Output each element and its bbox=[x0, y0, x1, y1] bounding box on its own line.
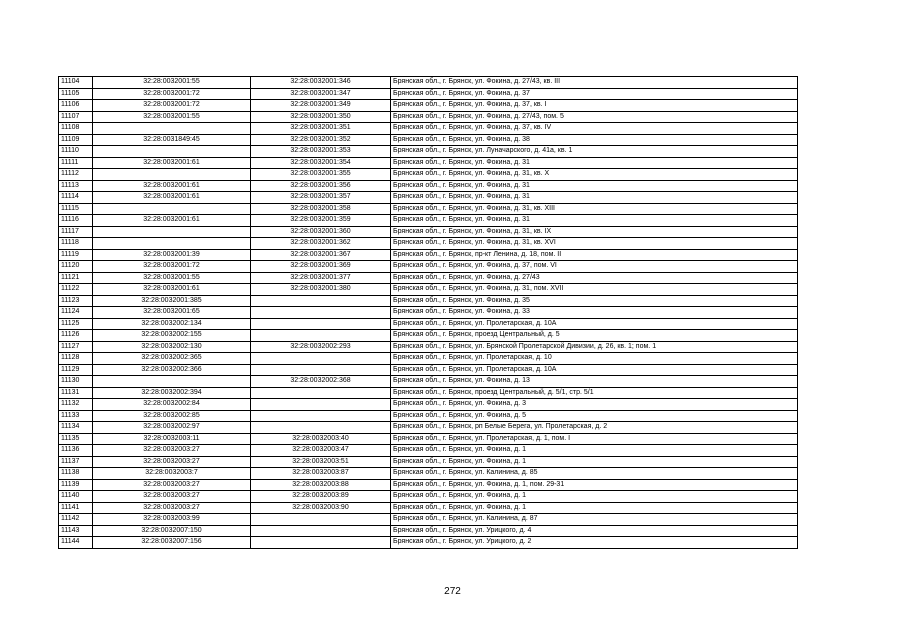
table-row bbox=[59, 146, 798, 158]
table-row bbox=[59, 479, 798, 491]
address-cell: Брянская обл., г. Брянск, ул. Фокина, д. 27/43, кв. III bbox=[391, 77, 798, 89]
parcel-cadastral-number-cell: 32:28:0032002:84 bbox=[93, 399, 251, 411]
object-cadastral-number-cell: 32:28:0032003:89 bbox=[251, 491, 391, 503]
row-number-cell: 11105 bbox=[59, 88, 93, 100]
address-cell: Брянская обл., г. Брянск, ул. Фокина, д. 31, кв. XIII bbox=[391, 203, 798, 215]
address-cell: Брянская обл., г. Брянск, ул. Фокина, д. 35 bbox=[391, 295, 798, 307]
table-row bbox=[59, 238, 798, 250]
table-row bbox=[59, 456, 798, 468]
table-row bbox=[59, 226, 798, 238]
parcel-cadastral-number-cell: 32:28:0032001:72 bbox=[93, 100, 251, 112]
row-number-cell: 11127 bbox=[59, 341, 93, 353]
parcel-cadastral-number-cell: 32:28:0032001:72 bbox=[93, 88, 251, 100]
row-number-cell: 11137 bbox=[59, 456, 93, 468]
table-row bbox=[59, 284, 798, 296]
parcel-cadastral-number-cell bbox=[93, 376, 251, 388]
table-row bbox=[59, 134, 798, 146]
parcel-cadastral-number-cell: 32:28:0032003:99 bbox=[93, 514, 251, 526]
row-number-cell: 11112 bbox=[59, 169, 93, 181]
address-cell: Брянская обл., г. Брянск, ул. Фокина, д. 31, кв. Х bbox=[391, 169, 798, 181]
object-cadastral-number-cell: 32:28:0032003:47 bbox=[251, 445, 391, 457]
row-number-cell: 11128 bbox=[59, 353, 93, 365]
row-number-cell: 11136 bbox=[59, 445, 93, 457]
address-cell: Брянская обл., г. Брянск, ул. Фокина, д. 31 bbox=[391, 192, 798, 204]
parcel-cadastral-number-cell: 32:28:0032002:394 bbox=[93, 387, 251, 399]
address-cell: Брянская обл., г. Брянск, ул. Фокина, д. 37, пом. VI bbox=[391, 261, 798, 273]
row-number-cell: 11139 bbox=[59, 479, 93, 491]
address-cell: Брянская обл., г. Брянск, ул. Фокина, д. 31, кв. XVI bbox=[391, 238, 798, 250]
address-cell: Брянская обл., г. Брянск, проезд Центральный, д. 5 bbox=[391, 330, 798, 342]
row-number-cell: 11122 bbox=[59, 284, 93, 296]
object-cadastral-number-cell bbox=[251, 318, 391, 330]
row-number-cell: 11143 bbox=[59, 525, 93, 537]
parcel-cadastral-number-cell bbox=[93, 226, 251, 238]
object-cadastral-number-cell bbox=[251, 364, 391, 376]
table-row bbox=[59, 318, 798, 330]
address-cell: Брянская обл., г. Брянск, ул. Фокина, д. 38 bbox=[391, 134, 798, 146]
parcel-cadastral-number-cell: 32:28:0032003:27 bbox=[93, 502, 251, 514]
object-cadastral-number-cell: 32:28:0032001:350 bbox=[251, 111, 391, 123]
address-cell: Брянская обл., г. Брянск, ул. Фокина, д. 13 bbox=[391, 376, 798, 388]
table-row bbox=[59, 525, 798, 537]
object-cadastral-number-cell: 32:28:0032003:88 bbox=[251, 479, 391, 491]
table-row bbox=[59, 433, 798, 445]
address-cell: Брянская обл., г. Брянск, ул. Фокина, д. 37, кв. IV bbox=[391, 123, 798, 135]
row-number-cell: 11114 bbox=[59, 192, 93, 204]
object-cadastral-number-cell: 32:28:0032001:377 bbox=[251, 272, 391, 284]
address-cell: Брянская обл., г. Брянск, ул. Фокина, д. 27/43 bbox=[391, 272, 798, 284]
address-cell: Брянская обл., г. Брянск, ул. Фокина, д. 33 bbox=[391, 307, 798, 319]
object-cadastral-number-cell bbox=[251, 525, 391, 537]
parcel-cadastral-number-cell: 32:28:0032001:61 bbox=[93, 284, 251, 296]
property-table bbox=[58, 76, 798, 549]
object-cadastral-number-cell: 32:28:0032003:87 bbox=[251, 468, 391, 480]
row-number-cell: 11133 bbox=[59, 410, 93, 422]
row-number-cell: 11111 bbox=[59, 157, 93, 169]
table-row bbox=[59, 111, 798, 123]
address-cell: Брянская обл., г. Брянск, пр-кт Ленина, д. 18, пом. II bbox=[391, 249, 798, 261]
parcel-cadastral-number-cell: 32:28:0032001:55 bbox=[93, 272, 251, 284]
row-number-cell: 11141 bbox=[59, 502, 93, 514]
object-cadastral-number-cell: 32:28:0032001:353 bbox=[251, 146, 391, 158]
parcel-cadastral-number-cell: 32:28:0032001:72 bbox=[93, 261, 251, 273]
address-cell: Брянская обл., г. Брянск, ул. Фокина, д. 37, кв. I bbox=[391, 100, 798, 112]
table-row bbox=[59, 410, 798, 422]
address-cell: Брянская обл., г. Брянск, ул. Пролетарская, д. 1, пом. I bbox=[391, 433, 798, 445]
object-cadastral-number-cell bbox=[251, 307, 391, 319]
row-number-cell: 11126 bbox=[59, 330, 93, 342]
row-number-cell: 11123 bbox=[59, 295, 93, 307]
object-cadastral-number-cell: 32:28:0032001:347 bbox=[251, 88, 391, 100]
row-number-cell: 11129 bbox=[59, 364, 93, 376]
parcel-cadastral-number-cell: 32:28:0032002:366 bbox=[93, 364, 251, 376]
row-number-cell: 11124 bbox=[59, 307, 93, 319]
row-number-cell: 11106 bbox=[59, 100, 93, 112]
object-cadastral-number-cell bbox=[251, 514, 391, 526]
object-cadastral-number-cell bbox=[251, 353, 391, 365]
object-cadastral-number-cell: 32:28:0032002:293 bbox=[251, 341, 391, 353]
parcel-cadastral-number-cell: 32:28:0032003:7 bbox=[93, 468, 251, 480]
address-cell: Брянская обл., г. Брянск, ул. Фокина, д. 37 bbox=[391, 88, 798, 100]
parcel-cadastral-number-cell bbox=[93, 169, 251, 181]
parcel-cadastral-number-cell: 32:28:0032002:85 bbox=[93, 410, 251, 422]
table-row bbox=[59, 192, 798, 204]
row-number-cell: 11116 bbox=[59, 215, 93, 227]
table-row bbox=[59, 387, 798, 399]
row-number-cell: 11131 bbox=[59, 387, 93, 399]
address-cell: Брянская обл., г. Брянск, ул. Пролетарская, д. 10А bbox=[391, 364, 798, 376]
table-row bbox=[59, 169, 798, 181]
address-cell: Брянская обл., г. Брянск, ул. Фокина, д. 31, кв. IX bbox=[391, 226, 798, 238]
table-row bbox=[59, 295, 798, 307]
table-row bbox=[59, 330, 798, 342]
object-cadastral-number-cell: 32:28:0032001:358 bbox=[251, 203, 391, 215]
parcel-cadastral-number-cell: 32:28:0032002:365 bbox=[93, 353, 251, 365]
row-number-cell: 11142 bbox=[59, 514, 93, 526]
object-cadastral-number-cell: 32:28:0032002:368 bbox=[251, 376, 391, 388]
parcel-cadastral-number-cell: 32:28:0031849:45 bbox=[93, 134, 251, 146]
object-cadastral-number-cell: 32:28:0032001:359 bbox=[251, 215, 391, 227]
address-cell: Брянская обл., г. Брянск, ул. Пролетарская, д. 10 bbox=[391, 353, 798, 365]
parcel-cadastral-number-cell: 32:28:0032001:385 bbox=[93, 295, 251, 307]
address-cell: Брянская обл., г. Брянск, рп Белые Берега, ул. Пролетарская, д. 2 bbox=[391, 422, 798, 434]
row-number-cell: 11135 bbox=[59, 433, 93, 445]
row-number-cell: 11113 bbox=[59, 180, 93, 192]
parcel-cadastral-number-cell: 32:28:0032003:27 bbox=[93, 445, 251, 457]
row-number-cell: 11119 bbox=[59, 249, 93, 261]
address-cell: Брянская обл., г. Брянск, ул. Калинина, д. 87 bbox=[391, 514, 798, 526]
object-cadastral-number-cell: 32:28:0032001:349 bbox=[251, 100, 391, 112]
parcel-cadastral-number-cell bbox=[93, 203, 251, 215]
object-cadastral-number-cell: 32:28:0032001:369 bbox=[251, 261, 391, 273]
parcel-cadastral-number-cell: 32:28:0032001:39 bbox=[93, 249, 251, 261]
table-row bbox=[59, 376, 798, 388]
row-number-cell: 11115 bbox=[59, 203, 93, 215]
address-cell: Брянская обл., г. Брянск, ул. Фокина, д. 1 bbox=[391, 491, 798, 503]
object-cadastral-number-cell bbox=[251, 399, 391, 411]
parcel-cadastral-number-cell: 32:28:0032003:11 bbox=[93, 433, 251, 445]
table-row bbox=[59, 77, 798, 89]
address-cell: Брянская обл., г. Брянск, ул. Фокина, д. 31 bbox=[391, 215, 798, 227]
table-row bbox=[59, 514, 798, 526]
parcel-cadastral-number-cell bbox=[93, 146, 251, 158]
parcel-cadastral-number-cell: 32:28:0032003:27 bbox=[93, 479, 251, 491]
table-row bbox=[59, 341, 798, 353]
object-cadastral-number-cell: 32:28:0032003:90 bbox=[251, 502, 391, 514]
table-row bbox=[59, 261, 798, 273]
table-row bbox=[59, 422, 798, 434]
row-number-cell: 11121 bbox=[59, 272, 93, 284]
table-row bbox=[59, 215, 798, 227]
object-cadastral-number-cell bbox=[251, 537, 391, 549]
address-cell: Брянская обл., г. Брянск, ул. Урицкого, д. 4 bbox=[391, 525, 798, 537]
table-row bbox=[59, 307, 798, 319]
object-cadastral-number-cell: 32:28:0032001:352 bbox=[251, 134, 391, 146]
parcel-cadastral-number-cell bbox=[93, 238, 251, 250]
parcel-cadastral-number-cell bbox=[93, 123, 251, 135]
row-number-cell: 11110 bbox=[59, 146, 93, 158]
row-number-cell: 11120 bbox=[59, 261, 93, 273]
object-cadastral-number-cell: 32:28:0032001:360 bbox=[251, 226, 391, 238]
row-number-cell: 11125 bbox=[59, 318, 93, 330]
object-cadastral-number-cell: 32:28:0032001:346 bbox=[251, 77, 391, 89]
table-row bbox=[59, 203, 798, 215]
row-number-cell: 11132 bbox=[59, 399, 93, 411]
object-cadastral-number-cell: 32:28:0032001:355 bbox=[251, 169, 391, 181]
table-row bbox=[59, 272, 798, 284]
object-cadastral-number-cell bbox=[251, 295, 391, 307]
parcel-cadastral-number-cell: 32:28:0032001:61 bbox=[93, 180, 251, 192]
parcel-cadastral-number-cell: 32:28:0032003:27 bbox=[93, 491, 251, 503]
table-row bbox=[59, 157, 798, 169]
row-number-cell: 11138 bbox=[59, 468, 93, 480]
address-cell: Брянская обл., г. Брянск, ул. Фокина, д. 31 bbox=[391, 157, 798, 169]
parcel-cadastral-number-cell: 32:28:0032003:27 bbox=[93, 456, 251, 468]
object-cadastral-number-cell: 32:28:0032001:357 bbox=[251, 192, 391, 204]
address-cell: Брянская обл., г. Брянск, ул. Фокина, д. 1 bbox=[391, 502, 798, 514]
address-cell: Брянская обл., г. Брянск, ул. Урицкого, д. 2 bbox=[391, 537, 798, 549]
address-cell: Брянская обл., г. Брянск, ул. Фокина, д. 27/43, пом. 5 bbox=[391, 111, 798, 123]
row-number-cell: 11104 bbox=[59, 77, 93, 89]
address-cell: Брянская обл., г. Брянск, ул. Фокина, д. 31 bbox=[391, 180, 798, 192]
object-cadastral-number-cell bbox=[251, 410, 391, 422]
row-number-cell: 11134 bbox=[59, 422, 93, 434]
row-number-cell: 11118 bbox=[59, 238, 93, 250]
parcel-cadastral-number-cell: 32:28:0032001:55 bbox=[93, 111, 251, 123]
row-number-cell: 11144 bbox=[59, 537, 93, 549]
table-row bbox=[59, 491, 798, 503]
object-cadastral-number-cell: 32:28:0032001:380 bbox=[251, 284, 391, 296]
parcel-cadastral-number-cell: 32:28:0032001:65 bbox=[93, 307, 251, 319]
table-row bbox=[59, 445, 798, 457]
object-cadastral-number-cell: 32:28:0032001:367 bbox=[251, 249, 391, 261]
address-cell: Брянская обл., г. Брянск, ул. Луначарского, д. 41а, кв. 1 bbox=[391, 146, 798, 158]
object-cadastral-number-cell: 32:28:0032001:351 bbox=[251, 123, 391, 135]
object-cadastral-number-cell: 32:28:0032001:362 bbox=[251, 238, 391, 250]
table-row bbox=[59, 249, 798, 261]
row-number-cell: 11107 bbox=[59, 111, 93, 123]
table-row bbox=[59, 353, 798, 365]
address-cell: Брянская обл., г. Брянск, ул. Фокина, д. 1 bbox=[391, 456, 798, 468]
parcel-cadastral-number-cell: 32:28:0032001:61 bbox=[93, 215, 251, 227]
table-body bbox=[59, 77, 798, 549]
address-cell: Брянская обл., г. Брянск, ул. Фокина, д. 31, пом. XVII bbox=[391, 284, 798, 296]
object-cadastral-number-cell: 32:28:0032001:356 bbox=[251, 180, 391, 192]
address-cell: Брянская обл., г. Брянск, ул. Фокина, д. 1, пом. 29-31 bbox=[391, 479, 798, 491]
row-number-cell: 11140 bbox=[59, 491, 93, 503]
parcel-cadastral-number-cell: 32:28:0032002:97 bbox=[93, 422, 251, 434]
table-row bbox=[59, 123, 798, 135]
row-number-cell: 11130 bbox=[59, 376, 93, 388]
address-cell: Брянская обл., г. Брянск, ул. Брянской Пролетарской Дивизии, д. 26, кв. 1; пом. 1 bbox=[391, 341, 798, 353]
parcel-cadastral-number-cell: 32:28:0032001:55 bbox=[93, 77, 251, 89]
address-cell: Брянская обл., г. Брянск, проезд Центральный, д. 5/1, стр. 5/1 bbox=[391, 387, 798, 399]
address-cell: Брянская обл., г. Брянск, ул. Калинина, д. 85 bbox=[391, 468, 798, 480]
object-cadastral-number-cell bbox=[251, 330, 391, 342]
object-cadastral-number-cell: 32:28:0032003:40 bbox=[251, 433, 391, 445]
parcel-cadastral-number-cell: 32:28:0032007:150 bbox=[93, 525, 251, 537]
table-row bbox=[59, 468, 798, 480]
object-cadastral-number-cell: 32:28:0032001:354 bbox=[251, 157, 391, 169]
table-row bbox=[59, 100, 798, 112]
address-cell: Брянская обл., г. Брянск, ул. Фокина, д. 5 bbox=[391, 410, 798, 422]
row-number-cell: 11117 bbox=[59, 226, 93, 238]
table-row bbox=[59, 399, 798, 411]
parcel-cadastral-number-cell: 32:28:0032002:134 bbox=[93, 318, 251, 330]
object-cadastral-number-cell bbox=[251, 422, 391, 434]
row-number-cell: 11108 bbox=[59, 123, 93, 135]
table-row bbox=[59, 88, 798, 100]
table-row bbox=[59, 537, 798, 549]
page-number: 272 bbox=[444, 586, 461, 597]
address-cell: Брянская обл., г. Брянск, ул. Пролетарская, д. 10А bbox=[391, 318, 798, 330]
table-row bbox=[59, 502, 798, 514]
parcel-cadastral-number-cell: 32:28:0032001:61 bbox=[93, 157, 251, 169]
parcel-cadastral-number-cell: 32:28:0032001:61 bbox=[93, 192, 251, 204]
table-row bbox=[59, 180, 798, 192]
object-cadastral-number-cell: 32:28:0032003:51 bbox=[251, 456, 391, 468]
parcel-cadastral-number-cell: 32:28:0032007:156 bbox=[93, 537, 251, 549]
row-number-cell: 11109 bbox=[59, 134, 93, 146]
table-row bbox=[59, 364, 798, 376]
object-cadastral-number-cell bbox=[251, 387, 391, 399]
parcel-cadastral-number-cell: 32:28:0032002:130 bbox=[93, 341, 251, 353]
address-cell: Брянская обл., г. Брянск, ул. Фокина, д. 3 bbox=[391, 399, 798, 411]
parcel-cadastral-number-cell: 32:28:0032002:155 bbox=[93, 330, 251, 342]
address-cell: Брянская обл., г. Брянск, ул. Фокина, д. 1 bbox=[391, 445, 798, 457]
